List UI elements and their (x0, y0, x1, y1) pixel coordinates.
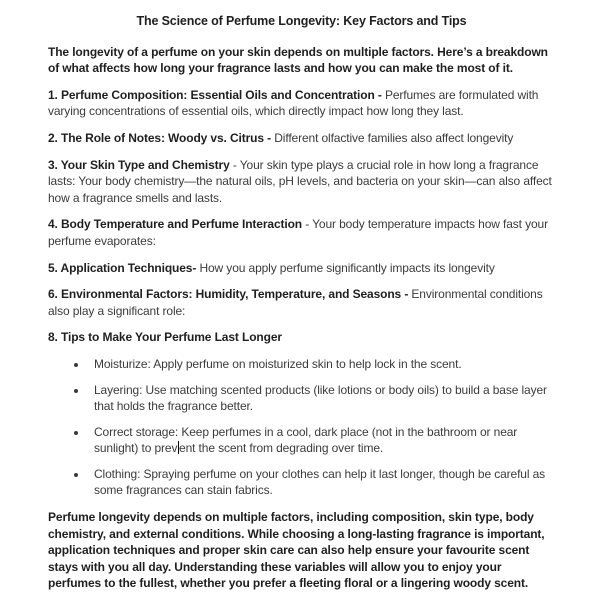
section-paragraph-3[interactable] (48, 157, 555, 207)
tips-heading[interactable]: 8. Tips to Make Your Perfume Last Longer (48, 330, 282, 345)
section-label: 3. Your Skin Type and Chemistry (48, 157, 230, 172)
section-paragraph-5[interactable] (48, 260, 555, 277)
section-paragraph-4[interactable] (48, 216, 555, 249)
tip-text-before-caret: Correct storage: Keep perfumes in a cool, dark place (not in the bathroom or near sunlight) to prev (94, 424, 518, 456)
tip-text: Layering: Use matching scented products (like lotions or body oils) to build a base layer that holds the fragrance better. (94, 382, 547, 414)
section-label: 6. Environmental Factors: Humidity, Temperature, and Seasons - (48, 287, 409, 302)
tip-item-layering[interactable] (88, 382, 555, 415)
closing-paragraph[interactable]: Perfume longevity depends on multiple factors, including composition, skin type, body chemistry, and external conditions. While choosing a long-lasting fragrance is important, application techniques and proper skin care can also help ensure your favourite scent stays with you all day. Understanding these variables will allow you to enjoy your perfumes to the fullest, whether you prefer a fleeting floral or a lingering woody scent. (48, 510, 545, 591)
tips-list (48, 356, 555, 499)
section-paragraph-6[interactable] (48, 286, 555, 319)
tip-text-after-caret: ent the scent from degrading over time. (179, 441, 384, 456)
tip-item-clothing[interactable] (88, 466, 555, 499)
section-body: Different olfactive families also affect longevity (271, 130, 514, 145)
tip-text: Clothing: Spraying perfume on your clothes can help it last longer, though be careful as some fragrances can stain fabrics. (94, 466, 546, 498)
section-body: - Your body temperature impacts how fast your perfume evaporates: (48, 217, 548, 248)
tip-item-moisturize[interactable] (88, 356, 555, 373)
section-body: Perfumes are formulated with varying concentrations of essential oils, which directly impact how long they last. (48, 87, 539, 119)
intro-paragraph[interactable]: The longevity of a perfume on your skin depends on multiple factors. Here’s a breakdown of what affects how long your fragrance lasts and how you can make the most of it. (48, 44, 548, 76)
tip-text: Moisturize: Apply perfume on moisturized skin to help lock in the scent. (94, 356, 462, 371)
section-label: 5. Application Techniques- (48, 260, 197, 275)
tip-item-storage[interactable] (88, 424, 555, 457)
section-body: - Your skin type plays a crucial role in how long a fragrance lasts: Your body chemistry—the natural oils, pH levels, and bacteria on your skin—can also affect how a fragrance smells and lasts. (48, 157, 552, 205)
document-title[interactable]: The Science of Perfume Longevity: Key Factors and Tips (136, 14, 467, 28)
section-label: 2. The Role of Notes: Woody vs. Citrus - (48, 130, 272, 145)
section-label: 1. Perfume Composition: Essential Oils and Concentration - (48, 87, 382, 102)
section-paragraph-1[interactable] (48, 87, 555, 120)
section-label: 4. Body Temperature and Perfume Interaction (48, 217, 303, 232)
section-paragraph-2[interactable] (48, 130, 555, 147)
section-body: How you apply perfume significantly impacts its longevity (196, 260, 495, 275)
section-body: Environmental conditions also play a significant role: (48, 287, 543, 318)
